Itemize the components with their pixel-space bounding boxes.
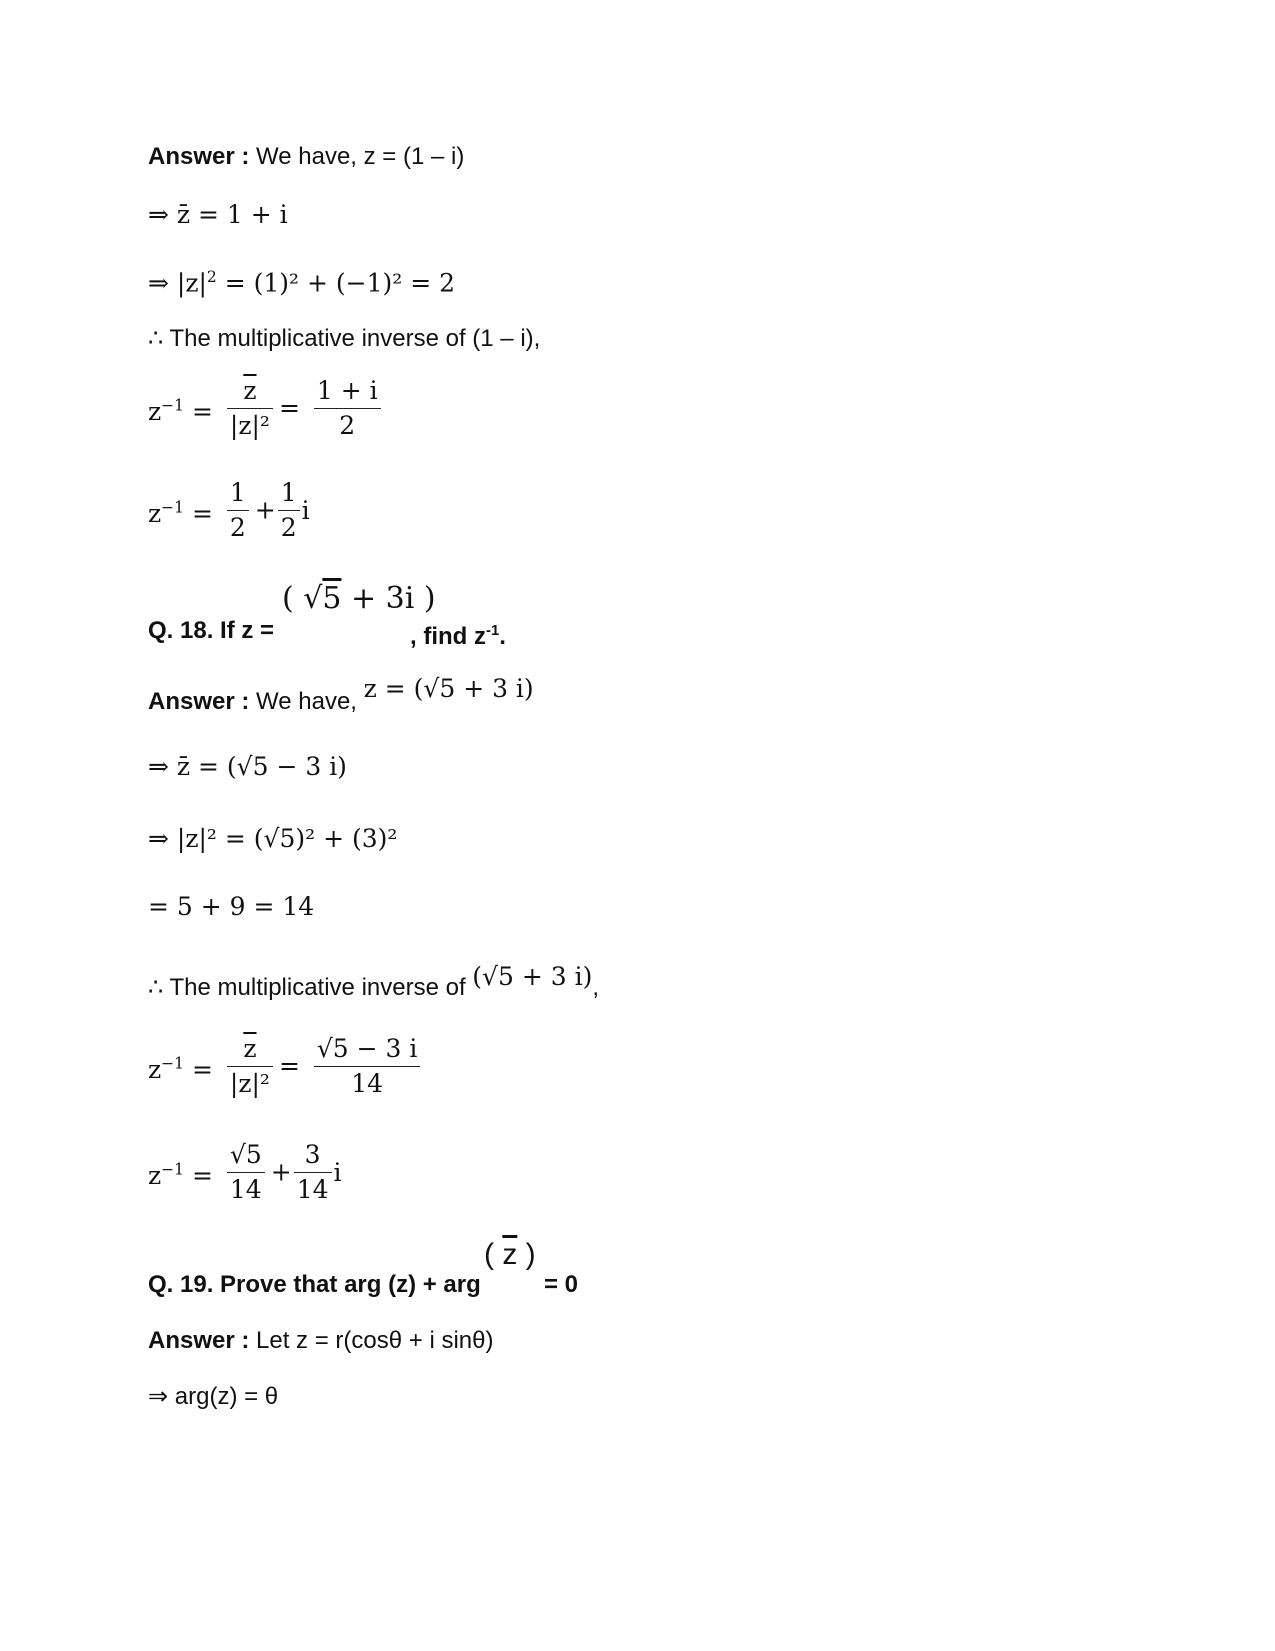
q19-answer-line: Answer : Let z = r(cosθ + i sinθ) (148, 1327, 494, 1354)
fraction: $\frac{3}{14}$ (294, 1140, 332, 1205)
fraction: $\frac{1 + i}{2}$ (314, 376, 381, 441)
fraction: $\frac{√5}{14}$ (227, 1140, 265, 1205)
q17-conjugate-step: ⇒ z̄ = 1 + i (148, 200, 288, 229)
fraction: $\frac{√5 - 3 i}{14}$ (314, 1034, 421, 1099)
q17-inverse-result: $z^{-1}$ = $\frac{1}{2}$ + $\frac{1}{2}$ i (148, 478, 310, 542)
q18-modulus-step: ⇒ |z|² = (√5)² + (3)² (148, 824, 398, 853)
q18-conjugate-step: ⇒ z̄ = (√5 − 3 i) (148, 752, 347, 781)
fraction: $\frac{\overline{z}}{\text{|z|²}}$ (227, 376, 273, 441)
question-expression: ( √5 + 3i ) (282, 581, 436, 616)
q17-inverse-equation: $z^{-1}$ = $\frac{\overline{z}}{\text{|z|²}}$ = $\frac{1 + i}{2}$ (148, 376, 387, 441)
q17-modulus-step: ⇒ $|z|^2 = (1)^2 + (-1)^2 = 2$ (148, 268, 456, 298)
q18-therefore-line: ∴ The multiplicative inverse of (√5 + 3 i), (148, 962, 600, 1001)
q18-inverse-equation: $z^{-1}$ = $\frac{\overline{z}}{\text{|z|²}}$ = $\frac{√5 - 3 i}{14}$ (148, 1034, 426, 1099)
q18-inverse-result: $z^{-1}$ = $\frac{√5}{14}$ + $\frac{3}{14}$ i (148, 1140, 342, 1204)
q18-sum-step: = 5 + 9 = 14 (148, 892, 315, 921)
q18-answer-line: Answer : We have, z = (√5 + 3 i) (148, 674, 534, 715)
fraction: $\frac{1}{2}$ (278, 478, 300, 543)
conjugate-z-expression: ( $\overline{z}$ ) (484, 1238, 536, 1271)
q19-arg-step: ⇒ arg(z) = θ (148, 1383, 279, 1410)
fraction: $\frac{1}{2}$ (227, 478, 249, 543)
q17-therefore-line: ∴ The multiplicative inverse of (1 – i), (148, 325, 541, 352)
q17-answer-line (148, 142, 464, 172)
answer-label: Answer : (148, 143, 250, 170)
fraction: $\frac{\overline{z}}{\text{|z|²}}$ (227, 1034, 273, 1099)
answer-text: We have, z = (1 – i) (249, 143, 465, 170)
answer-expression: z = (√5 + 3 i) (363, 674, 534, 703)
